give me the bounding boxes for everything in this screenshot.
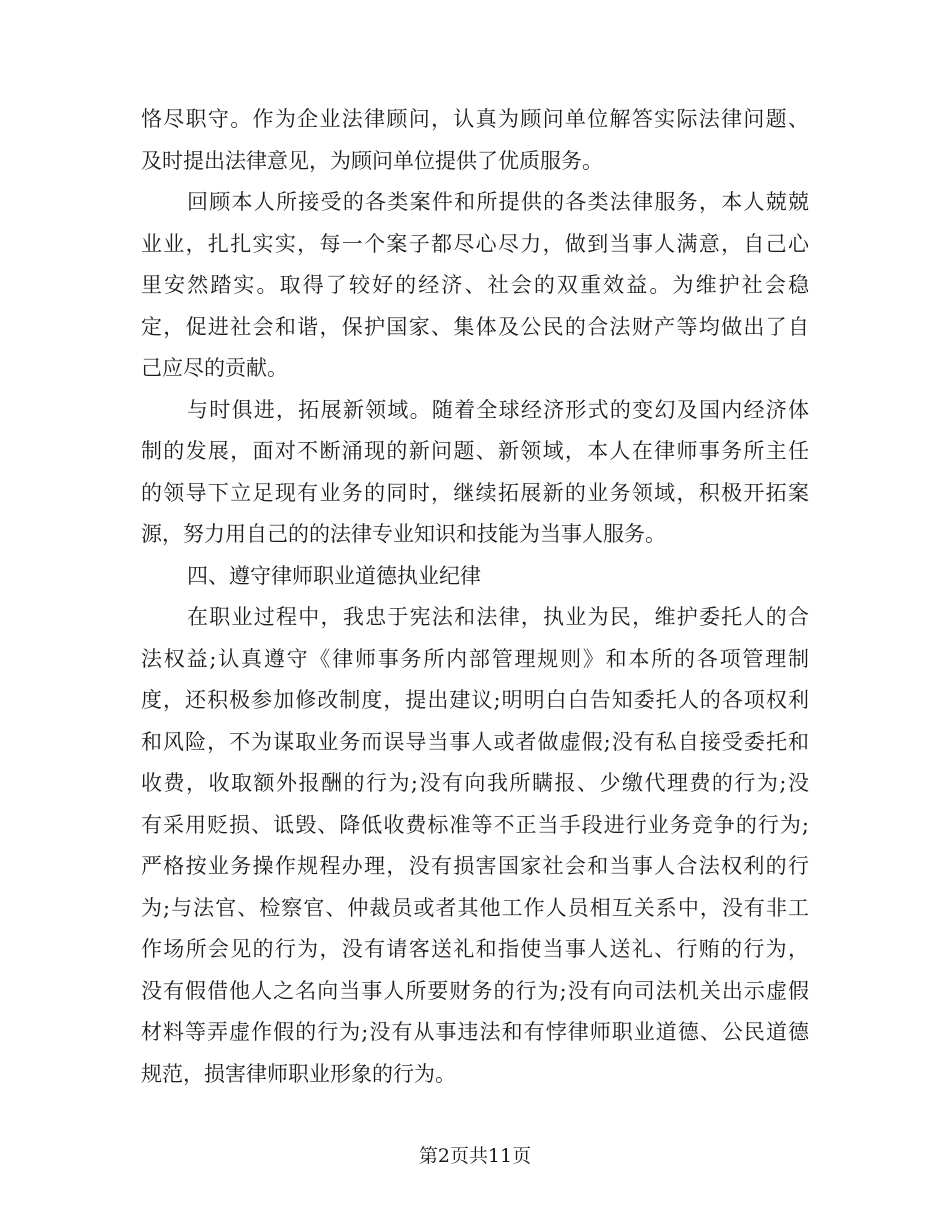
text-line: 和风险，不为谋取业务而误导当事人或者做虚假;没有私自接受委托和: [141, 729, 809, 754]
text-line: 法权益;认真遵守《律师事务所内部管理规则》和本所的各项管理制: [141, 646, 809, 671]
text-line: 在职业过程中，我忠于宪法和法律，执业为民，维护委托人的合: [187, 605, 809, 629]
text-line: 源，努力用自己的的法律专业知识和技能为当事人服务。: [141, 522, 666, 546]
text-line: 没有假借他人之名向当事人所要财务的行为;没有向司法机关出示虚假: [141, 978, 809, 1003]
text-line: 收费，收取额外报酬的行为;没有向我所瞒报、少缴代理费的行为;没: [141, 771, 809, 795]
text-line: 回顾本人所接受的各类案件和所提供的各类法律服务，本人兢兢: [187, 190, 809, 214]
text-line: 里安然踏实。取得了较好的经济、社会的双重效益。为维护社会稳: [141, 273, 809, 297]
text-line: 有采用贬损、诋毁、降低收费标准等不正当手段进行业务竞争的行为;: [141, 812, 809, 837]
text-line: 作场所会见的行为，没有请客送礼和指使当事人送礼、行贿的行为，: [141, 937, 809, 961]
text-line: 业业，扎扎实实，每一个案子都尽心尽力，做到当事人满意，自己心: [141, 231, 809, 256]
text-line: 及时提出法律意见，为顾问单位提供了优质服务。: [141, 148, 603, 173]
text-line: 的领导下立足现有业务的同时，继续拓展新的业务领域，积极开拓案: [141, 480, 809, 505]
document-body: [141, 99, 809, 1095]
text-line: 恪尽职守。作为企业法律顾问，认真为顾问单位解答实际法律问题、: [141, 107, 809, 131]
section-heading: 四、遵守律师职业道德执业纪律: [187, 563, 481, 588]
text-line: 定，促进社会和谐，保护国家、集体及公民的合法财产等均做出了自: [141, 314, 809, 339]
text-line: 严格按业务操作规程办理，没有损害国家社会和当事人合法权利的行: [141, 854, 809, 878]
text-line: 与时俱进，拓展新领域。随着全球经济形式的变幻及国内经济体: [187, 397, 809, 422]
text-line: 制的发展，面对不断涌现的新问题、新领域，本人在律师事务所主任: [141, 439, 809, 463]
page-number-footer: 第2页共11页: [418, 1145, 532, 1167]
text-line: 己应尽的贡献。: [141, 356, 288, 380]
text-line: 规范，损害律师职业形象的行为。: [141, 1061, 456, 1086]
text-line: 度，还积极参加修改制度，提出建议;明明白白告知委托人的各项权利: [141, 688, 809, 712]
text-line: 为;与法官、检察官、仲裁员或者其他工作人员相互关系中，没有非工: [141, 895, 809, 920]
text-line: 材料等弄虚作假的行为;没有从事违法和有悖律师职业道德、公民道德: [141, 1020, 809, 1044]
